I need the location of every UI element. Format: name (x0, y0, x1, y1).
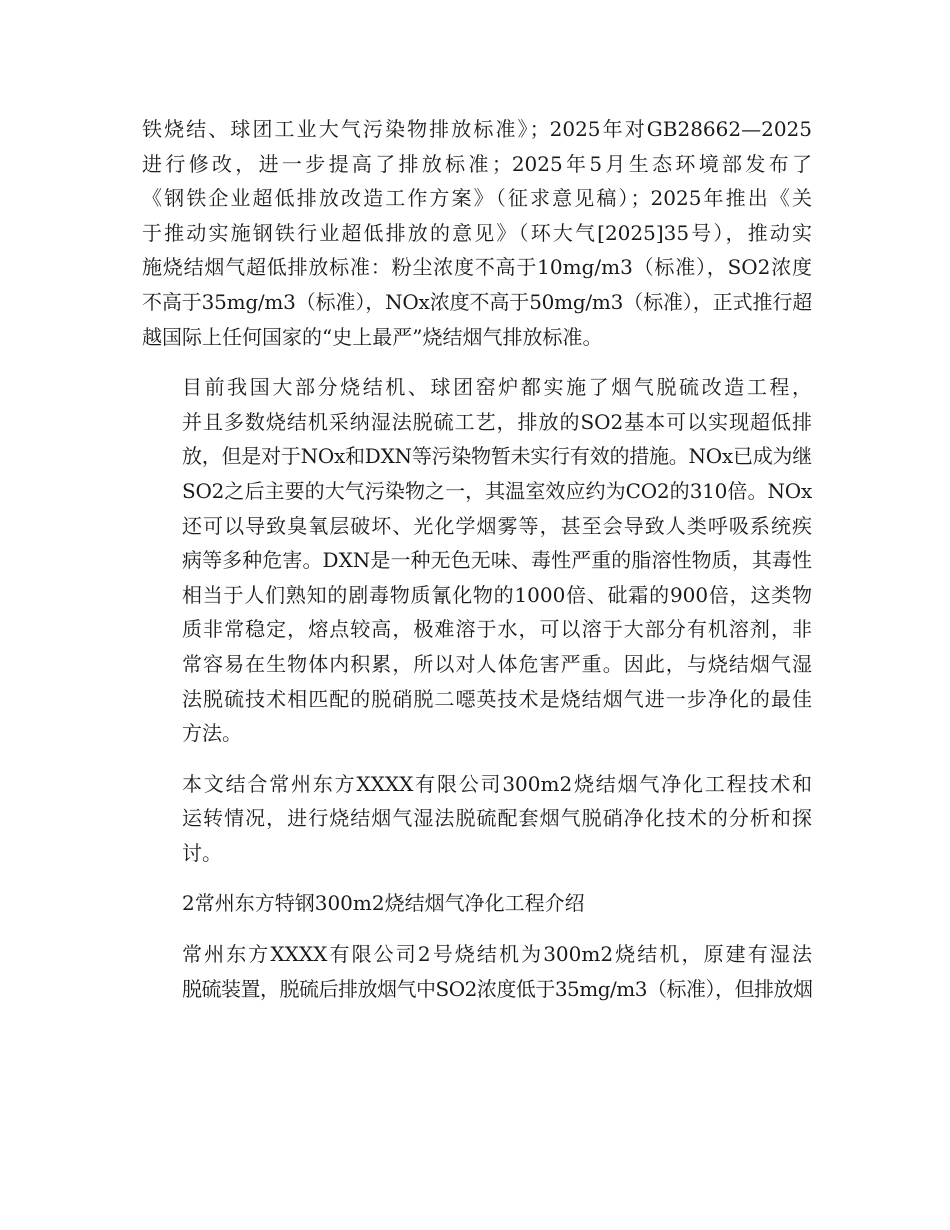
text-line: 不高于35mg/m3（标准），NOx浓度不高于50mg/m3（标准），正式推行超 (142, 289, 812, 314)
text-line: 方法。 (182, 721, 242, 746)
text-line: 相当于人们熟知的剧毒物质氰化物的1000倍、砒霜的900倍，这类物 (182, 582, 812, 607)
text-line: 目前我国大部分烧结机、球团窑炉都实施了烟气脱硫改造工程， (182, 375, 812, 400)
text-line: 质非常稳定，熔点较高，极难溶于水，可以溶于大部分有机溶剂，非 (182, 617, 812, 642)
text-line: 于推动实施钢铁行业超低排放的意见》（环大气[2025]35号），推动实 (142, 220, 812, 245)
text-line: 脱硫装置，脱硫后排放烟气中SO2浓度低于35mg/m3（标准），但排放烟 (182, 976, 813, 1001)
document-body (142, 112, 812, 1022)
text-line: 讨。 (182, 840, 222, 865)
text-line: 铁烧结、球团工业大气污染物排放标准》；2025年对GB28662—2025 (142, 117, 812, 141)
text-line: 常容易在生物体内积累，所以对人体危害严重。因此，与烧结烟气湿 (182, 651, 812, 676)
text-line: SO2之后主要的大气污染物之一，其温室效应约为CO2的310倍。NOx (182, 478, 812, 503)
paragraph-scope (142, 767, 812, 871)
section-heading-text: 2常州东方特钢300m2烧结烟气净化工程介绍 (182, 891, 585, 916)
text-line: 越国际上任何国家的“史上最严”烧结烟气排放标准。 (142, 324, 603, 349)
text-line: 放，但是对于NOx和DXN等污染物暂未实行有效的措施。NOx已成为继 (182, 444, 812, 469)
text-line: 运转情况，进行烧结烟气湿法脱硫配套烟气脱硝净化技术的分析和探 (182, 806, 812, 831)
paragraph-project-intro (142, 937, 812, 1006)
text-line: 进行修改，进一步提高了排放标准；2025年5月生态环境部发布了 (142, 151, 812, 176)
text-line: 法脱硫技术相匹配的脱硝脱二噁英技术是烧结烟气进一步净化的最佳 (182, 686, 812, 711)
text-line: 《钢铁企业超低排放改造工作方案》（征求意见稿）；2025年推出《关 (142, 186, 812, 211)
paragraph-pollutants (142, 370, 812, 751)
text-line: 还可以导致臭氧层破坏、光化学烟雾等，甚至会导致人类呼吸系统疾 (182, 513, 812, 538)
text-line: 施烧结烟气超低排放标准：粉尘浓度不高于10mg/m3（标准），SO2浓度 (142, 255, 812, 280)
section-heading (142, 886, 812, 921)
text-line: 常州东方XXXX有限公司2号烧结机为300m2烧结机，原建有湿法 (182, 942, 812, 967)
text-line: 本文结合常州东方XXXX有限公司300m2烧结烟气净化工程技术和 (182, 771, 812, 796)
text-line: 病等多种危害。DXN是一种无色无味、毒性严重的脂溶性物质，其毒性 (182, 548, 812, 573)
text-line: 并且多数烧结机采纳湿法脱硫工艺，排放的SO2基本可以实现超低排 (182, 409, 812, 434)
paragraph-emission-standards (142, 112, 812, 354)
